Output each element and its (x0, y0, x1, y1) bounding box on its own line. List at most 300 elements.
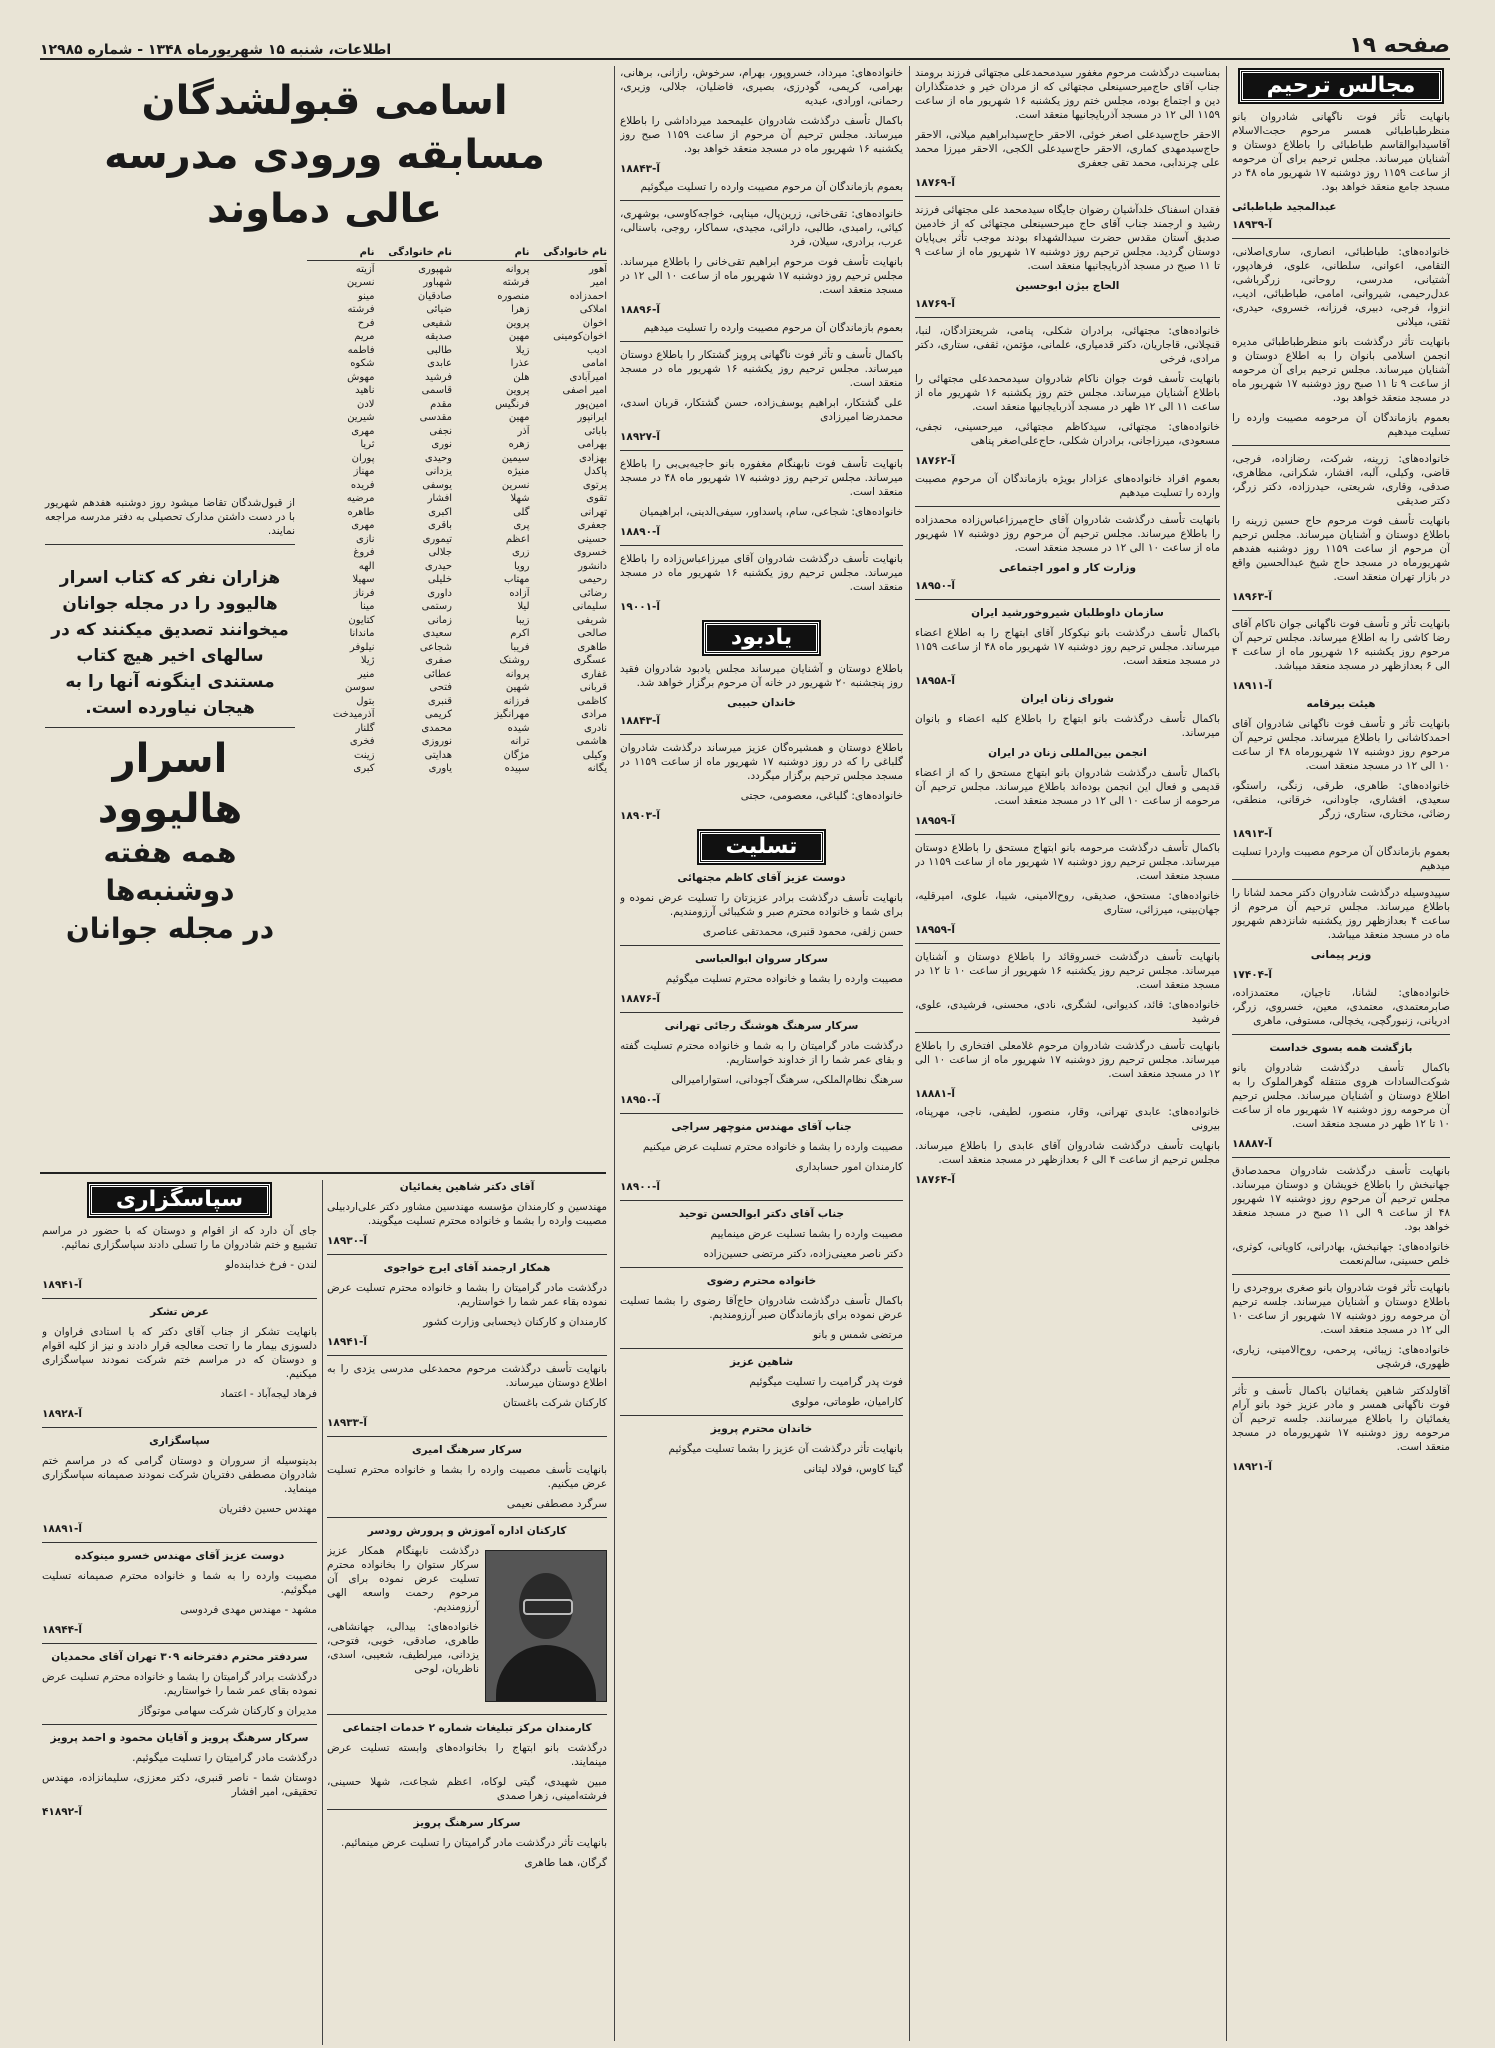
admission-name: محمدی (421, 722, 452, 734)
admission-name: عسگری (573, 655, 607, 666)
admission-name: ایرانپور (577, 412, 607, 423)
column-header: نام خانوادگی (543, 247, 607, 258)
notice-heading: عرض تشکر (150, 1306, 209, 1318)
admission-name: منصوره (497, 290, 530, 302)
admission-name: اکرم (510, 628, 530, 639)
admission-name: خلیلی (427, 574, 452, 585)
notice-heading: سرکار سرهنگ هوشنگ رجائی تهرانی (664, 1020, 859, 1032)
divider (1232, 610, 1450, 611)
families-list: خانواده‌های: زیبائی، پرحمی، روح‌الامینی، زیاری، ظهوری، فرشچی (1232, 1344, 1450, 1370)
notice-closing: بعموم بازماندگان آن مرحوم مصیبت وارده را تسلیت میگوئیم (640, 181, 903, 193)
notice-code: آ-۱۸۹۵۸ (915, 675, 956, 687)
notice-signature: دکتر ناصر معینی‌زاده، دکتر مرتضی حسین‌زاده (703, 1248, 903, 1260)
notice-signature: مدیران و کارکنان شرکت سهامی موتوگاز (138, 1705, 317, 1717)
admission-name: صدیقه (425, 331, 452, 342)
admission-name: سیمین (501, 452, 530, 464)
families-list: خانواده‌های: تقی‌خانی، زرین‌پال، میناپی، خواجه‌کاوسی، بوشهری، کیائی، رامبدی، طالبی، دارائی، مجیدی، سماکار، روجی، باسنالی، عرب، برادری، سیلان، فرد (620, 208, 903, 248)
divider (1232, 238, 1450, 239)
families-list: الاحقر حاج‌سیدعلی اصغر خوئی، الاحقر حاج‌سیدابراهیم میلانی، الاحقر حاج‌سیدمهدی کماری، الاحقر حاج‌سیدعلی الکجی، الاحقر میرزا محمد علی چرندابی، محمد تقی جعفری (915, 129, 1220, 169)
admission-name: پوران (351, 452, 375, 464)
admission-name: کتایون (348, 614, 375, 626)
admission-name: نیلوفر (349, 641, 375, 653)
lower-left-rule (40, 1172, 606, 1174)
divider (1232, 1034, 1450, 1035)
notice-code: آ-۱۸۹۴۱ (42, 1279, 83, 1291)
admission-name: طاهره (347, 506, 375, 518)
admission-name: غفاری (581, 668, 607, 680)
admission-name: احمدزاده (569, 290, 607, 302)
families-list: علی گشتکار، ابراهیم یوسف‌زاده، حسن گشتکار، قربان اسدی، محمدرضا امیرزادی (620, 397, 903, 423)
admission-name: نوری (431, 439, 452, 450)
admission-name: صادقیان (417, 290, 452, 302)
admission-name: شیده (507, 722, 530, 734)
page-number: صفحه ۱۹ (1349, 33, 1450, 58)
admission-name: مهوش (347, 371, 375, 383)
admission-name: رحیمی (578, 574, 607, 585)
notice-signature: وزارت کار و امور اجتماعی (999, 562, 1136, 574)
notice-code: آ-۱۸۹۱۱ (1232, 680, 1273, 692)
families-list: خانواده‌های: طاهری، طرقی، زنگی، راستگو، سعیدی، افشاری، جاودانی، خرقانی، منطقی، رضائی، مختاری، ستاری، زرگر (1232, 780, 1450, 820)
admission-name: وحیدی (424, 452, 452, 464)
admission-name: بابائی (584, 425, 607, 437)
admission-name: زهره (508, 439, 530, 450)
divider (620, 734, 903, 735)
notice-code: آ-۱۸۷۶۴ (915, 1174, 956, 1186)
date-line: اطلاعات، شنبه ۱۵ شهریورماه ۱۳۴۸ - شماره ۱۲۹۸۵ (40, 42, 392, 58)
notice-heading: خانواده محترم رضوی (706, 1275, 817, 1287)
admission-name: مقدسی (419, 412, 452, 423)
notice: بانهایت تأثر درگذشت آن عزیز را بشما تسلیت میگوئیم (668, 1443, 903, 1455)
notice-closing: بعموم بازماندگان آن مرحوم مصیبت واردرا تسلیت میدهیم (1232, 846, 1450, 872)
admission-name: مینو (357, 290, 375, 302)
admission-name: ناهید (355, 385, 375, 396)
admission-name: رویا (514, 560, 530, 572)
admission-name: حیدری (424, 560, 452, 572)
notice-code: آ-۱۸۷۶۹ (915, 177, 956, 189)
admission-name: ادیب (587, 344, 607, 356)
notice-heading: کارکنان اداره آموزش و پرورش رودسر (367, 1525, 567, 1537)
notice-code: آ-۱۸۸۹۱ (42, 1523, 83, 1535)
condolence-meetings-title: مجالس ترحیم (1240, 70, 1443, 102)
admission-name: شکوه (350, 358, 375, 369)
notice: بانهایت تأسف درگذشت شادروان آقای میرزاعباس‌زاده را باطلاع میرساند. مجلس ترحیم روز یکشنبه ۱۶ شهریور ماه در مسجد منعقد است. (620, 553, 903, 593)
divider (327, 1254, 607, 1255)
admission-name: زهرا (511, 304, 530, 315)
admission-name: باقری (428, 520, 452, 531)
divider (915, 599, 1220, 600)
notice-code: آ-۱۸۸۹۰ (620, 526, 661, 538)
notice-heading: سرکار سرهنگ پرویز و آقایان محمود و احمد پرویز (50, 1732, 309, 1744)
column-rule (1226, 66, 1227, 2041)
admission-name: سپیده (504, 763, 530, 774)
notice-heading: شاهین عزیز (729, 1356, 794, 1368)
admission-name: اکبری (428, 506, 452, 518)
notice-code: آ-۱۸۸۷۶ (620, 993, 661, 1005)
admission-name: دانشور (578, 560, 607, 572)
notice: باکمال تأسف درگذشت بانو ابتهاج را باطلاع کلیه اعضاء و بانوان میرساند. (915, 713, 1220, 739)
admission-name: آزاده (509, 587, 530, 599)
divider (915, 943, 1220, 944)
admission-name: آهور (588, 263, 607, 275)
notice-signature: مبین شهیدی، گیتی لوکاه، اعظم شجاعت، شهلا حسینی، فرشته‌امینی، زهرا صمدی (327, 1776, 607, 1802)
admission-name: زینت (354, 749, 375, 761)
notice-code: آ-۱۸۹۲۱ (1232, 1461, 1273, 1473)
families-list: خانواده‌های: مجتهائی، سیدکاظم مجتهائی، میرحسینی، نجفی، مسعودی، میرزاجانی، برادران شکلی، حاج‌علی‌اصغر پناهی (915, 421, 1220, 447)
admission-name: بهرامی (577, 439, 607, 450)
admission-name: فرزانه (503, 695, 530, 707)
admission-name: مریم (354, 331, 375, 342)
notice-code: آ-۱۸۹۰۳ (620, 810, 661, 822)
notice: بانهایت تأثر و تأسف فوت ناگهانی جوان ناکام آقای رضا کاشی را به اطلاع میرساند. مجلس ترحیم آن مرحوم روز یکشنبه ۱۶ شهریور ماه از ساعت ۴ الی ۶ بعدازظهر در مسجد منعقد میباشد. (1232, 618, 1450, 672)
divider (620, 1267, 903, 1268)
notice-heading: دوست عزیز آقای مهندس خسرو مینوکده (74, 1550, 285, 1562)
families-list: خانواده‌های: جهانبخش، بهادرانی، کاویانی، کوثری، خلص حسینی، سالم‌نعمت (1232, 1241, 1450, 1267)
divider (327, 1436, 607, 1437)
notice-code: آ-۱۹۰۰۱ (620, 601, 661, 613)
families-list: خانواده‌های: لشانا، تاجیان، معتمدزاده، صابرمعتمدی، معتمدی، معین، خسروی، زرگر، ادریانی، زنبورگچی، یخچالی، مستوفی، ماهری (1232, 987, 1450, 1027)
notice: آقاولدکتر شاهین یغمائیان باکمال تأسف و تأثر فوت ناگهانی همسر و مادر عزیز خود بانو آرام یغمائیان را باطلاع میرسانند. جلسه ترحیم آن مرحومه روز دوشنبه ۱۷ شهریورماه در مسجد منعقد است. (1232, 1385, 1450, 1453)
admission-name: تقوی (586, 493, 607, 504)
remembrance-title: یادبود (704, 622, 819, 654)
notice-signature: عبدالمجید طباطبائی (1232, 201, 1337, 213)
notice-signature: گیتا کاوس، فولاد لیتانی (803, 1463, 903, 1475)
admission-name: آذر (517, 425, 530, 437)
admission-name: مهری (351, 520, 375, 531)
admission-name: فاطمه (347, 344, 375, 356)
divider (915, 1032, 1220, 1033)
notice-code: آ-۱۸۹۳۰ (327, 1235, 368, 1247)
admission-name: امیر (590, 277, 607, 288)
divider (620, 200, 903, 201)
admission-name: جعفری (577, 520, 607, 531)
notice: مصیبت وارده را بشما و خانواده محترم تسلیت عرض میکنیم (642, 1141, 903, 1153)
divider (620, 1415, 903, 1416)
notice-code: آ-۱۸۹۵۹ (915, 924, 956, 936)
divider (915, 196, 1220, 197)
admission-name: ترانه (510, 736, 530, 747)
admission-name: منیر (357, 668, 375, 680)
notice: بانهایت تأسف درگذشت شادروان آقای عابدی را باطلاع میرساند. مجلس ترحیم از ساعت ۴ الی ۶ بعدازظهر در مسجد منعقد است. (915, 1140, 1220, 1166)
sympathy-title: تسلیت (699, 831, 825, 863)
notice-code: آ-۱۷۴۰۴ (1232, 969, 1273, 981)
divider (42, 1643, 317, 1644)
admission-name: تهرانی (580, 506, 607, 518)
admission-name: نازی (356, 533, 375, 545)
notice-heading: جناب آقای دکتر ابوالحسن توحید (678, 1208, 845, 1220)
notice: بانهایت تأسف درگذشت شادروان آقای حاج‌میرزاعباس‌زاده محمدزاده را باطلاع میرساند. مجلس ترحیم آن مرحوم روز دوشنبه ۱۷ شهریور ماه از ساعت ۱۰ الی ۱۲ در مسجد منعقد است. (915, 514, 1220, 554)
admission-name: یوسفی (422, 479, 452, 491)
divider (45, 727, 295, 728)
admission-name: مهری (351, 425, 375, 437)
admissions-names-list (307, 263, 607, 776)
notice: بانهایت تأثر درگذشت بانو منظرطباطبائی مدیره انجمن اسلامی بانوان را به اطلاع دوستان و آشنایان میرساند. مجلس ترحیم برای آن مرحومه از ساعت ۹ تا ۱۱ صبح روز دوشنبه ۱۷ شهریور ماه در مسجد منعقد خواهد بود. (1232, 336, 1450, 404)
notice: بانهایت تأسف درگذشت شادروان مرحوم غلامعلی افتخاری را باطلاع میرساند. مجلس ترحیم روز دوشنبه ۱۷ شهریور ماه از ساعت ۱۰ الی ۱۲ در مسجد منعقد است. (915, 1040, 1220, 1080)
column-1 (1232, 66, 1450, 2041)
admission-name: شهلا (510, 493, 530, 504)
admission-name: شفیعی (422, 317, 452, 329)
notice: درگذشت برادر گرامیتان را بشما و خانواده محترم تسلیت عرض نموده بقای عمر شما را خواستاریم. (42, 1671, 317, 1697)
admission-name: فخری (349, 736, 375, 747)
notice-closing: بعموم بازماندگان آن مرحوم مصیبت وارده را تسلیت میدهیم (643, 322, 903, 334)
notice: بانهایت تأثر درگذشت مادر گرامیتان را تسلیت عرض مینمائیم. (340, 1837, 607, 1849)
admissions-header-row (307, 246, 607, 261)
divider (620, 341, 903, 342)
admission-name: نسرین (501, 479, 530, 491)
notice-heading: سازمان داوطلبان شیروخورشید ایران (971, 607, 1164, 619)
admissions-block (42, 66, 607, 1166)
admission-name: پروین (505, 385, 530, 396)
admission-name: ماندانا (349, 628, 375, 639)
notice: مصیبت وارده را به شما و خانواده محترم صمیمانه تسلیت میگوئیم. (42, 1570, 317, 1596)
divider (915, 834, 1220, 835)
notice-code: آ-۱۸۸۸۱ (915, 1088, 956, 1100)
promo-title: اسرار هالیوود (97, 736, 243, 832)
column-2 (915, 66, 1220, 2041)
divider (42, 1298, 317, 1299)
notice: فوت پدر گرامیت را تسلیت میگوئیم (749, 1376, 903, 1388)
admission-name: لیلا (517, 601, 530, 612)
notice-heading: انجمن بین‌المللی زنان در ایران (988, 747, 1147, 759)
notice-code: آ-۱۸۸۸۷ (1232, 1138, 1273, 1150)
admission-name: رضائی (579, 587, 607, 599)
admission-name: زیلا (515, 344, 530, 356)
admission-name: کریمی (424, 709, 452, 720)
admission-name: مرادی (581, 709, 607, 720)
admission-name: فرشید (425, 371, 452, 383)
notice-heading: وزیر پیمانی (1310, 949, 1372, 961)
admission-name: مهتاب (504, 574, 530, 585)
notice-heading: کارمندان مرکز تبلیغات شماره ۲ خدمات اجتماعی (342, 1722, 592, 1734)
notice: مهندسین و کارمندان مؤسسه مهندسین مشاور دکتر علی‌اردبیلی مصیبت وارده را بشما و خانواده محترم تسلیت میگویند. (327, 1201, 607, 1227)
admission-name: مهین (508, 412, 530, 423)
notice-heading: خاندان محترم پرویز (710, 1423, 813, 1435)
notice-code: آ-۱۸۷۶۹ (915, 298, 956, 310)
notice: باکمال تأسف درگذشت شادروان بانو ابتهاج مستحق را که از اعضاء قدیمی و فعال این انجمن بوده‌اند باطلاع میرساند. مجلس ترحیم آن مرحومه از ساعت ۱۰ الی ۱۲ در مسجد منعقد است. (915, 767, 1220, 807)
admission-name: شیرین (347, 412, 375, 423)
notice-signature: دوستان شما - ناصر قنبری، دکتر معززی، سلیمانزاده، مهندس تحقیقی، امیر افشار (42, 1772, 317, 1798)
families-list: خانواده‌های: مجتهائی، برادران شکلی، پنامی، شریعتزادگان، لنبا، قنچلانی، قاجاریان، دکتر قدمیاری، علمانی، مؤتمن، ثقفی، ستاری، دکتر مرادی، فرخی (915, 325, 1220, 365)
notice-heading: سرکار سروان ابوالعباسی (695, 953, 828, 965)
notice: بدینوسیله از سروران و دوستان گرامی که در مراسم ختم شادروان مصطفی دفتریان شرکت نمودند صمیمانه سپاسگزاری مینماید. (42, 1455, 317, 1495)
notice-signature: مرتضی شمس و بانو (812, 1329, 903, 1341)
families-list: خانواده‌های: مستحق، صدیقی، روح‌الامینی، شیبا، علوی، امیرقلیه، جهان‌بینی، میرزائی، ستاری (915, 890, 1220, 916)
notice-code: آ-۴۱۸۹۲ (42, 1806, 83, 1818)
admission-name: صالحی (577, 628, 607, 639)
admission-name: خسروی (573, 547, 607, 558)
divider (1232, 1274, 1450, 1275)
admission-name: تیموری (422, 533, 452, 545)
admissions-headline: اسامی قبولشدگان مسابقه ورودی مدرسه عالی دماوند (104, 78, 545, 232)
admission-name: مرضیه (346, 493, 375, 504)
notice-signature: کارامیان، طوماتی، مولوی (791, 1396, 903, 1408)
divider (42, 1542, 317, 1543)
admission-name: آزیته (355, 263, 375, 275)
families-list: خانواده‌های: شجاعی، سام، پاسداور، سیفی‌الدینی، ابراهیمیان (639, 506, 903, 518)
admission-name: عذرا (510, 358, 530, 369)
admission-name: روشنک (499, 655, 530, 666)
column-4 (327, 1180, 607, 2045)
column-rule (322, 1180, 323, 2045)
notice-code: آ-۱۸۹۴۱ (327, 1336, 368, 1348)
families-list: خانواده‌های: میرداد، خسروپور، بهرام، سرخوش، رازانی، برهانی، بهرامی، کریمی، گودرزی، بصیری، فاضلیان، جلالی، وزیری، رحمانی، اورادی، عبدیه (620, 67, 903, 107)
notice-heading: سرکار سرهنگ پرویز (413, 1817, 521, 1829)
admission-name: عطائی (423, 668, 452, 680)
thanks-column (42, 1180, 317, 2045)
admission-name: املاکی (579, 304, 607, 315)
families-list: خانواده‌های: طباطبائی، انصاری، ساری‌اصلانی، التقامی، اعوانی، سلطانی، علوی، فرهادپور، آشتیانی، مدرسی، روحانی، زرگرباشی، عدل‌رحیمی، شیروانی، امامی، طباطبائی، ادیب، انزوا، فرجی، دبیری، فرزانه، خسروی، حیدری، ثقتی، میلانی (1232, 246, 1450, 328)
divider (327, 1714, 607, 1715)
notice-code: آ-۱۸۸۹۶ (620, 304, 661, 316)
divider (1232, 1377, 1450, 1378)
portrait-photo (485, 1550, 607, 1702)
admission-name: قنبری (427, 695, 452, 707)
admission-name: جلالی (428, 547, 452, 558)
admission-name: شریفی (576, 614, 607, 626)
column-header: نام (359, 247, 375, 258)
notice-signature: حسن زلفی، محمود قنبری، محمدتقی عناصری (702, 926, 903, 938)
notice: مصیبت وارده را بشما تسلیت عرض مینماییم (710, 1228, 903, 1240)
admission-name: عابدی (427, 358, 452, 369)
admission-name: مهین (508, 331, 530, 342)
admission-name: فرح (357, 317, 375, 329)
divider (620, 1012, 903, 1013)
notice-heading: سرکار سرهنگ امیری (412, 1444, 522, 1456)
notice: بانهایت تأسف فوت مرحوم حاج حسین زرینه را باطلاع دوستان و آشنایان میرساند. مجلس ترحیم آن مرحوم از ساعت ۱۱۵۹ روز دوشنبه هفدهم شهریورماه در مسجد حاج شیخ عبدالحسین واقع در بازار تهران منعقد است. (1232, 515, 1450, 583)
notice: باطلاع دوستان و آشنایان میرساند مجلس یادبود شادروان فقید روز پنجشنبه ۲۰ شهریور در خانه آن مرحوم برگزار خواهد شد. (620, 663, 903, 689)
admission-name: رستمی (421, 601, 452, 612)
notice-code: آ-۱۸۹۱۳ (1232, 828, 1273, 840)
admission-name: شهین (505, 682, 530, 693)
admission-name: مهرانگیز (494, 709, 530, 720)
admission-name: فتحی (429, 682, 452, 693)
notice: جای آن دارد که از اقوام و دوستان که با حضور در مراسم تشییع و ختم شادروان ما را تسلی دادند سپاسگزاری نمائیم. (42, 1225, 317, 1251)
notice-closing: بعموم افراد خانواده‌های عزادار بویژه بازماندگان آن مرحوم مصیبت وارده را تسلیت میدهیم (915, 473, 1220, 499)
admission-name: فرناز (353, 587, 375, 599)
admissions-note: از قبول‌شدگان تقاضا میشود روز دوشنبه هفدهم شهریور با در دست داشتن مدارک تحصیلی به دفتر مدرسه مراجعه نمایند. (45, 497, 295, 537)
admission-name: یاوری (428, 763, 452, 774)
admission-name: ضیائی (426, 304, 452, 315)
admission-name: امیر اصفی (562, 385, 607, 396)
admission-name: یگانه (587, 763, 607, 774)
divider (327, 1517, 607, 1518)
admission-name: سعیدی (422, 628, 452, 639)
thanks-title: سپاسگزاری (89, 1184, 270, 1216)
admission-name: هدایتی (424, 749, 452, 761)
admission-name: قربانی (579, 682, 607, 693)
page-header (40, 30, 1450, 60)
admission-name: فریده (350, 479, 375, 491)
admission-name: طاهری (577, 641, 607, 653)
notice: باکمال تأسف درگذشت شادروان علیمحمد میرداداشی را باطلاع میرساند. مجلس ترحیم آن مرحوم از ساعت ۱۱۵۹ صبح روز یکشنبه ۱۶ شهریور ماه در مسجد منعقد خواهد بود. (620, 115, 903, 155)
divider (915, 317, 1220, 318)
notice: باکمال تأسف درگذشت مرحومه بانو ابتهاج مستحق را باطلاع دوستان میرساند. مجلس ترحیم روز دوشنبه ۱۷ شهریور ماه از ساعت ۱۱۵۹ در مسجد منعقد است. (915, 842, 1220, 882)
notice-heading: آقای دکتر شاهین یغمائیان (399, 1181, 535, 1193)
notice-code: آ-۱۸۹۲۸ (42, 1408, 83, 1420)
notice-signature: لندن - فرخ خدابنده‌لو (225, 1259, 317, 1271)
notice: درگذشت بانو ابتهاج را بخانواده‌های وابسته تسلیت عرض مینمایند. (327, 1742, 607, 1768)
admission-name: بهزادی (579, 452, 607, 464)
column-rule (614, 66, 615, 2041)
column-rule (909, 66, 910, 2041)
divider (42, 1724, 317, 1725)
admission-name: فرشته (347, 304, 375, 315)
notice-code: آ-۱۸۹۵۰ (620, 1094, 661, 1106)
families-list: خانواده‌های: زرینه، شرکت، رضازاده، فرجی، قاضی، وکیلی، آلبه، افشار، شکرانی، مظاهری، صدقی، وقاری، شریعتی، حیدرزاده، دکتر زرگر، دکتر صدیقی (1232, 453, 1450, 507)
notice-code: آ-۱۸۹۵۰ (915, 580, 956, 592)
admission-name: حسینی (577, 533, 607, 545)
admission-name: قاسمی (421, 385, 452, 396)
admission-name: هلن (513, 371, 530, 383)
admission-name: طالبی (426, 344, 452, 356)
column-header: نام خانوادگی (388, 247, 452, 258)
notice-code: آ-۱۸۹۶۳ (1232, 591, 1273, 603)
divider (1232, 879, 1450, 880)
notice-signature: مهندس حسین دفتریان (218, 1503, 317, 1515)
notice: بانهایت تأثر فوت شادروان بانو صغری بروجردی را باطلاع دوستان و آشنایان میرساند. جلسه ترحیم آن مرحومه روز دوشنبه ۱۷ شهریور از ساعت ۱۰ الی ۱۲ در مسجد منعقد است. (1232, 1282, 1450, 1336)
notice: مصیبت وارده را بشما و خانواده محترم تسلیت میگوئیم (665, 973, 903, 985)
admission-name: فریبا (510, 641, 530, 653)
admission-name: اخوان‌کومینی (553, 331, 607, 342)
admission-name: اعظم (505, 533, 530, 545)
notice: باکمال تأسف درگذشت بانو نیکوکار آقای ابتهاج را به اطلاع اعضاء میرساند. مجلس ترحیم روز دوشنبه ۱۷ شهریور ماه ۴۸ از ساعت ۱۱۵۹ در مسجد منعقد است. (915, 627, 1220, 667)
admission-name: گلنار (355, 722, 375, 734)
admission-name: پروانه (505, 668, 530, 680)
divider (620, 1113, 903, 1114)
admission-name: ژیلا (360, 655, 375, 666)
notice: بانهایت تأسف درگذشت شادروان محمدصادق جهانبخش را باطلاع خویشان و دوستان میرساند. مجلس ترحیم آن مرحوم روز دوشنبه ۱۷ شهریور ۴۸ از ساعت ۹ الی ۱۱ صبح در مسجد منعقد خواهد بود. (1232, 1165, 1450, 1233)
admission-name: داوری (427, 587, 452, 599)
notice-heading: سپاسگزاری (149, 1435, 210, 1447)
notice: بانهایت تأسف فوت جوان ناکام شادروان سیدمحمدعلی مجتهائی را باطلاع آشنایان میرساند. مجلس ختم روز یکشنبه ۱۶ شهریور ماه از ساعت ۱۱ الی ۱۲ ظهر در مسجد آذربایجانیها منعقد است. (915, 373, 1220, 413)
notice: درگذشت مادر گرامیتان را به شما و خانواده محترم تسلیت گفته و بقای عمر شما را از خداوند خواستاریم. (620, 1040, 903, 1066)
divider (1232, 1157, 1450, 1158)
admission-name: فروغ (353, 547, 375, 558)
admission-name: امیرآبادی (569, 371, 607, 383)
divider (620, 945, 903, 946)
divider (620, 1200, 903, 1201)
notice: سپیدوسیله درگذشت شادروان دکتر محمد لشانا را باطلاع میرساند. مجلس ترحیم آن مرحوم از ساعت ۴ بعدازظهر روز یکشنبه شانزدهم شهریور ماه در مسجد منعقد میباشد. (1232, 887, 1450, 941)
notice-code: آ-۱۸۹۲۷ (620, 431, 661, 443)
notice-code: آ-۱۸۸۴۳ (620, 715, 661, 727)
admission-name: پروین (505, 317, 530, 329)
notice: درگذشت مادر گرامیتان را بشما و خانواده محترم تسلیت عرض نموده بقاء عمر شما را خواستاریم. (327, 1282, 607, 1308)
admission-name: یزدانی (425, 466, 452, 477)
admission-name: لادن (357, 398, 375, 410)
admission-name: پری (513, 520, 530, 531)
notice: بانهایت تأسف درگذشت مرحوم محمدعلی مدرسی یزدی را به اطلاع دوستان میرساند. (327, 1363, 607, 1389)
admission-name: اخوان (582, 317, 607, 329)
divider (327, 1809, 607, 1810)
admission-name: مهناز (353, 466, 375, 477)
admission-name: پرتوی (582, 479, 607, 491)
notice: فقدان اسفناک خلدآشیان رضوان جایگاه سیدمحمد علی مجتهائی فرزند رشید و ارجمند جناب آقای حاج میرحسینعلی مجتهائی که از خادمین صدیق آستان مقدس حضرت سیدالشهداء بودند موجب تأثر بی‌پایان دوستان گردید. مجلس ترحیم روز دوشنبه ۱۷ شهریور ماه از ساعت ۹ تا ۱۱ صبح در مسجد آذربایجانیها منعقد است. (915, 204, 1220, 272)
notice-signature: کارکنان شرکت باغستان (503, 1397, 607, 1409)
notice-signature: فرهاد لیجه‌آباد - اعتماد (220, 1388, 317, 1400)
notice-code: آ-۱۸۹۴۴ (42, 1624, 83, 1636)
notice-signature: گرگان، هما طاهری (524, 1857, 607, 1869)
notice: بانهایت تأثر فوت ناگهانی شادروان بانو منظرطباطبائی همسر مرحوم حجت‌الاسلام آقاسیدابوالقاسم طباطبائی را باطلاع دوستان و آشنایان میرساند. مجلس ترحیم برای آن مرحومه از ساعت ۱۱۵۹ روز دوشنبه ۱۷ شهریور ماه ۴۸ در مسجد جامع منعقد خواهد بود. (1232, 111, 1450, 193)
admission-name: پاکدل (583, 466, 607, 477)
admission-name: مژگان (503, 749, 530, 761)
admission-name: ثریا (360, 439, 375, 450)
notice-signature: سرهنگ نظام‌الملکی، سرهنگ آجودانی، استوارامیرالی (671, 1074, 903, 1086)
admission-name: وکیلی (582, 749, 607, 761)
notice: بانهایت تأسف فوت مرحوم ابراهیم تقی‌خانی را باطلاع میرساند. مجلس ترحیم روز دوشنبه ۱۷ شهریور ماه از ساعت ۱۰ الی ۱۲ در مسجد منعقد است. (620, 256, 903, 296)
notice-signature: الحاج بیژن ابوحسین (1015, 280, 1120, 292)
notice: درگذشت مادر گرامیتان را تسلیت میگوئیم. (132, 1752, 317, 1764)
notice: باکمال تأسف و تأثر فوت ناگهانی پرویز گشتکار را باطلاع دوستان میرساند. مجلس ترحیم روز یکشنبه ۱۶ شهریور ماه در مسجد منعقد است. (620, 349, 903, 389)
admission-name: آذرمیدخت (332, 709, 375, 720)
